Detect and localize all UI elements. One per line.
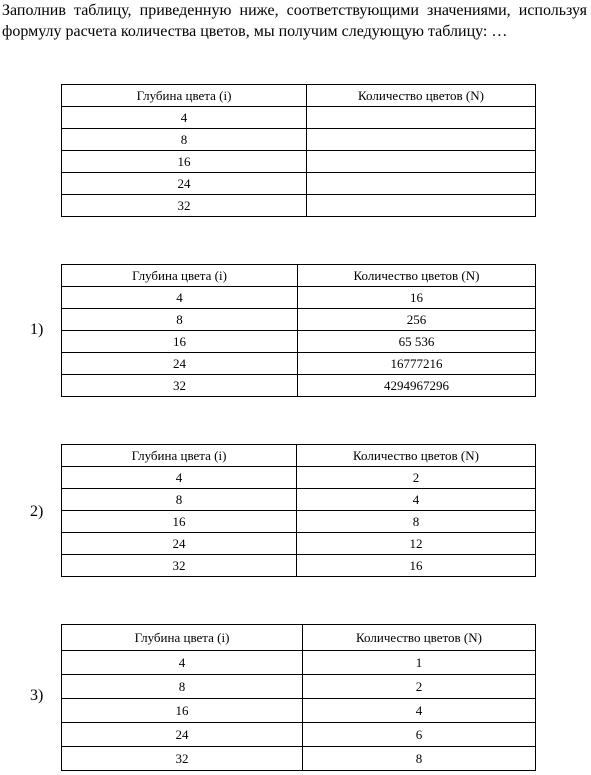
question-text: Заполнив таблицу, приведенную ниже, соответствующими значениями, используя формулу расчета количества цветов, мы получим следующую таблицу: … xyxy=(2,2,587,40)
depth-cell: 32 xyxy=(62,747,303,771)
depth-cell: 24 xyxy=(62,723,303,747)
count-cell: 12 xyxy=(297,533,536,555)
column-header-count: Количество цветов (N) xyxy=(297,445,536,467)
depth-cell: 4 xyxy=(62,467,297,489)
table-row xyxy=(62,511,536,533)
depth-cell: 4 xyxy=(62,287,298,309)
count-cell: 6 xyxy=(303,723,536,747)
table-row xyxy=(62,309,536,331)
count-cell xyxy=(307,195,536,217)
depth-cell: 16 xyxy=(62,511,297,533)
option-marker-3[interactable]: 3) xyxy=(30,687,44,704)
table-row xyxy=(62,723,536,747)
table-row xyxy=(62,287,536,309)
table-row xyxy=(62,107,536,129)
table-header-row xyxy=(62,85,536,107)
count-cell: 2 xyxy=(303,675,536,699)
column-header-depth: Глубина цвета (i) xyxy=(62,445,297,467)
table-row xyxy=(62,353,536,375)
depth-cell: 24 xyxy=(62,173,307,195)
column-header-count: Количество цветов (N) xyxy=(298,265,536,287)
count-cell: 16777216 xyxy=(298,353,536,375)
count-cell: 65 536 xyxy=(298,331,536,353)
depth-cell: 4 xyxy=(62,651,303,675)
table-row xyxy=(62,747,536,771)
count-cell xyxy=(307,173,536,195)
depth-cell: 4 xyxy=(62,107,307,129)
empty-table xyxy=(61,84,536,217)
count-cell: 2 xyxy=(297,467,536,489)
column-header-depth: Глубина цвета (i) xyxy=(62,85,307,107)
table-header-row xyxy=(62,265,536,287)
table-row xyxy=(62,555,536,577)
count-cell: 8 xyxy=(297,511,536,533)
column-header-count: Количество цветов (N) xyxy=(303,625,536,651)
table-row xyxy=(62,489,536,511)
option-marker-2[interactable]: 2) xyxy=(30,503,44,520)
depth-cell: 32 xyxy=(62,195,307,217)
table-row xyxy=(62,675,536,699)
table-row xyxy=(62,651,536,675)
count-cell xyxy=(307,107,536,129)
table-header-row xyxy=(62,625,536,651)
count-cell: 4 xyxy=(303,699,536,723)
table-row xyxy=(62,331,536,353)
column-header-depth: Глубина цвета (i) xyxy=(62,625,303,651)
count-cell: 4 xyxy=(297,489,536,511)
table-row xyxy=(62,699,536,723)
option-table-1 xyxy=(61,264,536,397)
count-cell xyxy=(307,129,536,151)
depth-cell: 24 xyxy=(62,353,298,375)
count-cell: 16 xyxy=(297,555,536,577)
count-cell: 256 xyxy=(298,309,536,331)
depth-cell: 8 xyxy=(62,309,298,331)
option-table-2 xyxy=(61,444,536,577)
count-cell: 1 xyxy=(303,651,536,675)
depth-cell: 32 xyxy=(62,375,298,397)
count-cell: 4294967296 xyxy=(298,375,536,397)
depth-cell: 8 xyxy=(62,675,303,699)
depth-cell: 16 xyxy=(62,151,307,173)
depth-cell: 32 xyxy=(62,555,297,577)
depth-cell: 8 xyxy=(62,489,297,511)
depth-cell: 24 xyxy=(62,533,297,555)
table-row xyxy=(62,533,536,555)
column-header-depth: Глубина цвета (i) xyxy=(62,265,298,287)
table-row xyxy=(62,173,536,195)
table-row xyxy=(62,129,536,151)
depth-cell: 16 xyxy=(62,331,298,353)
depth-cell: 16 xyxy=(62,699,303,723)
table-row xyxy=(62,195,536,217)
table-header-row xyxy=(62,445,536,467)
depth-cell: 8 xyxy=(62,129,307,151)
count-cell xyxy=(307,151,536,173)
option-table-3 xyxy=(61,624,536,771)
option-marker-1[interactable]: 1) xyxy=(30,321,44,338)
count-cell: 8 xyxy=(303,747,536,771)
table-row xyxy=(62,151,536,173)
table-row xyxy=(62,375,536,397)
table-row xyxy=(62,467,536,489)
column-header-count: Количество цветов (N) xyxy=(307,85,536,107)
count-cell: 16 xyxy=(298,287,536,309)
